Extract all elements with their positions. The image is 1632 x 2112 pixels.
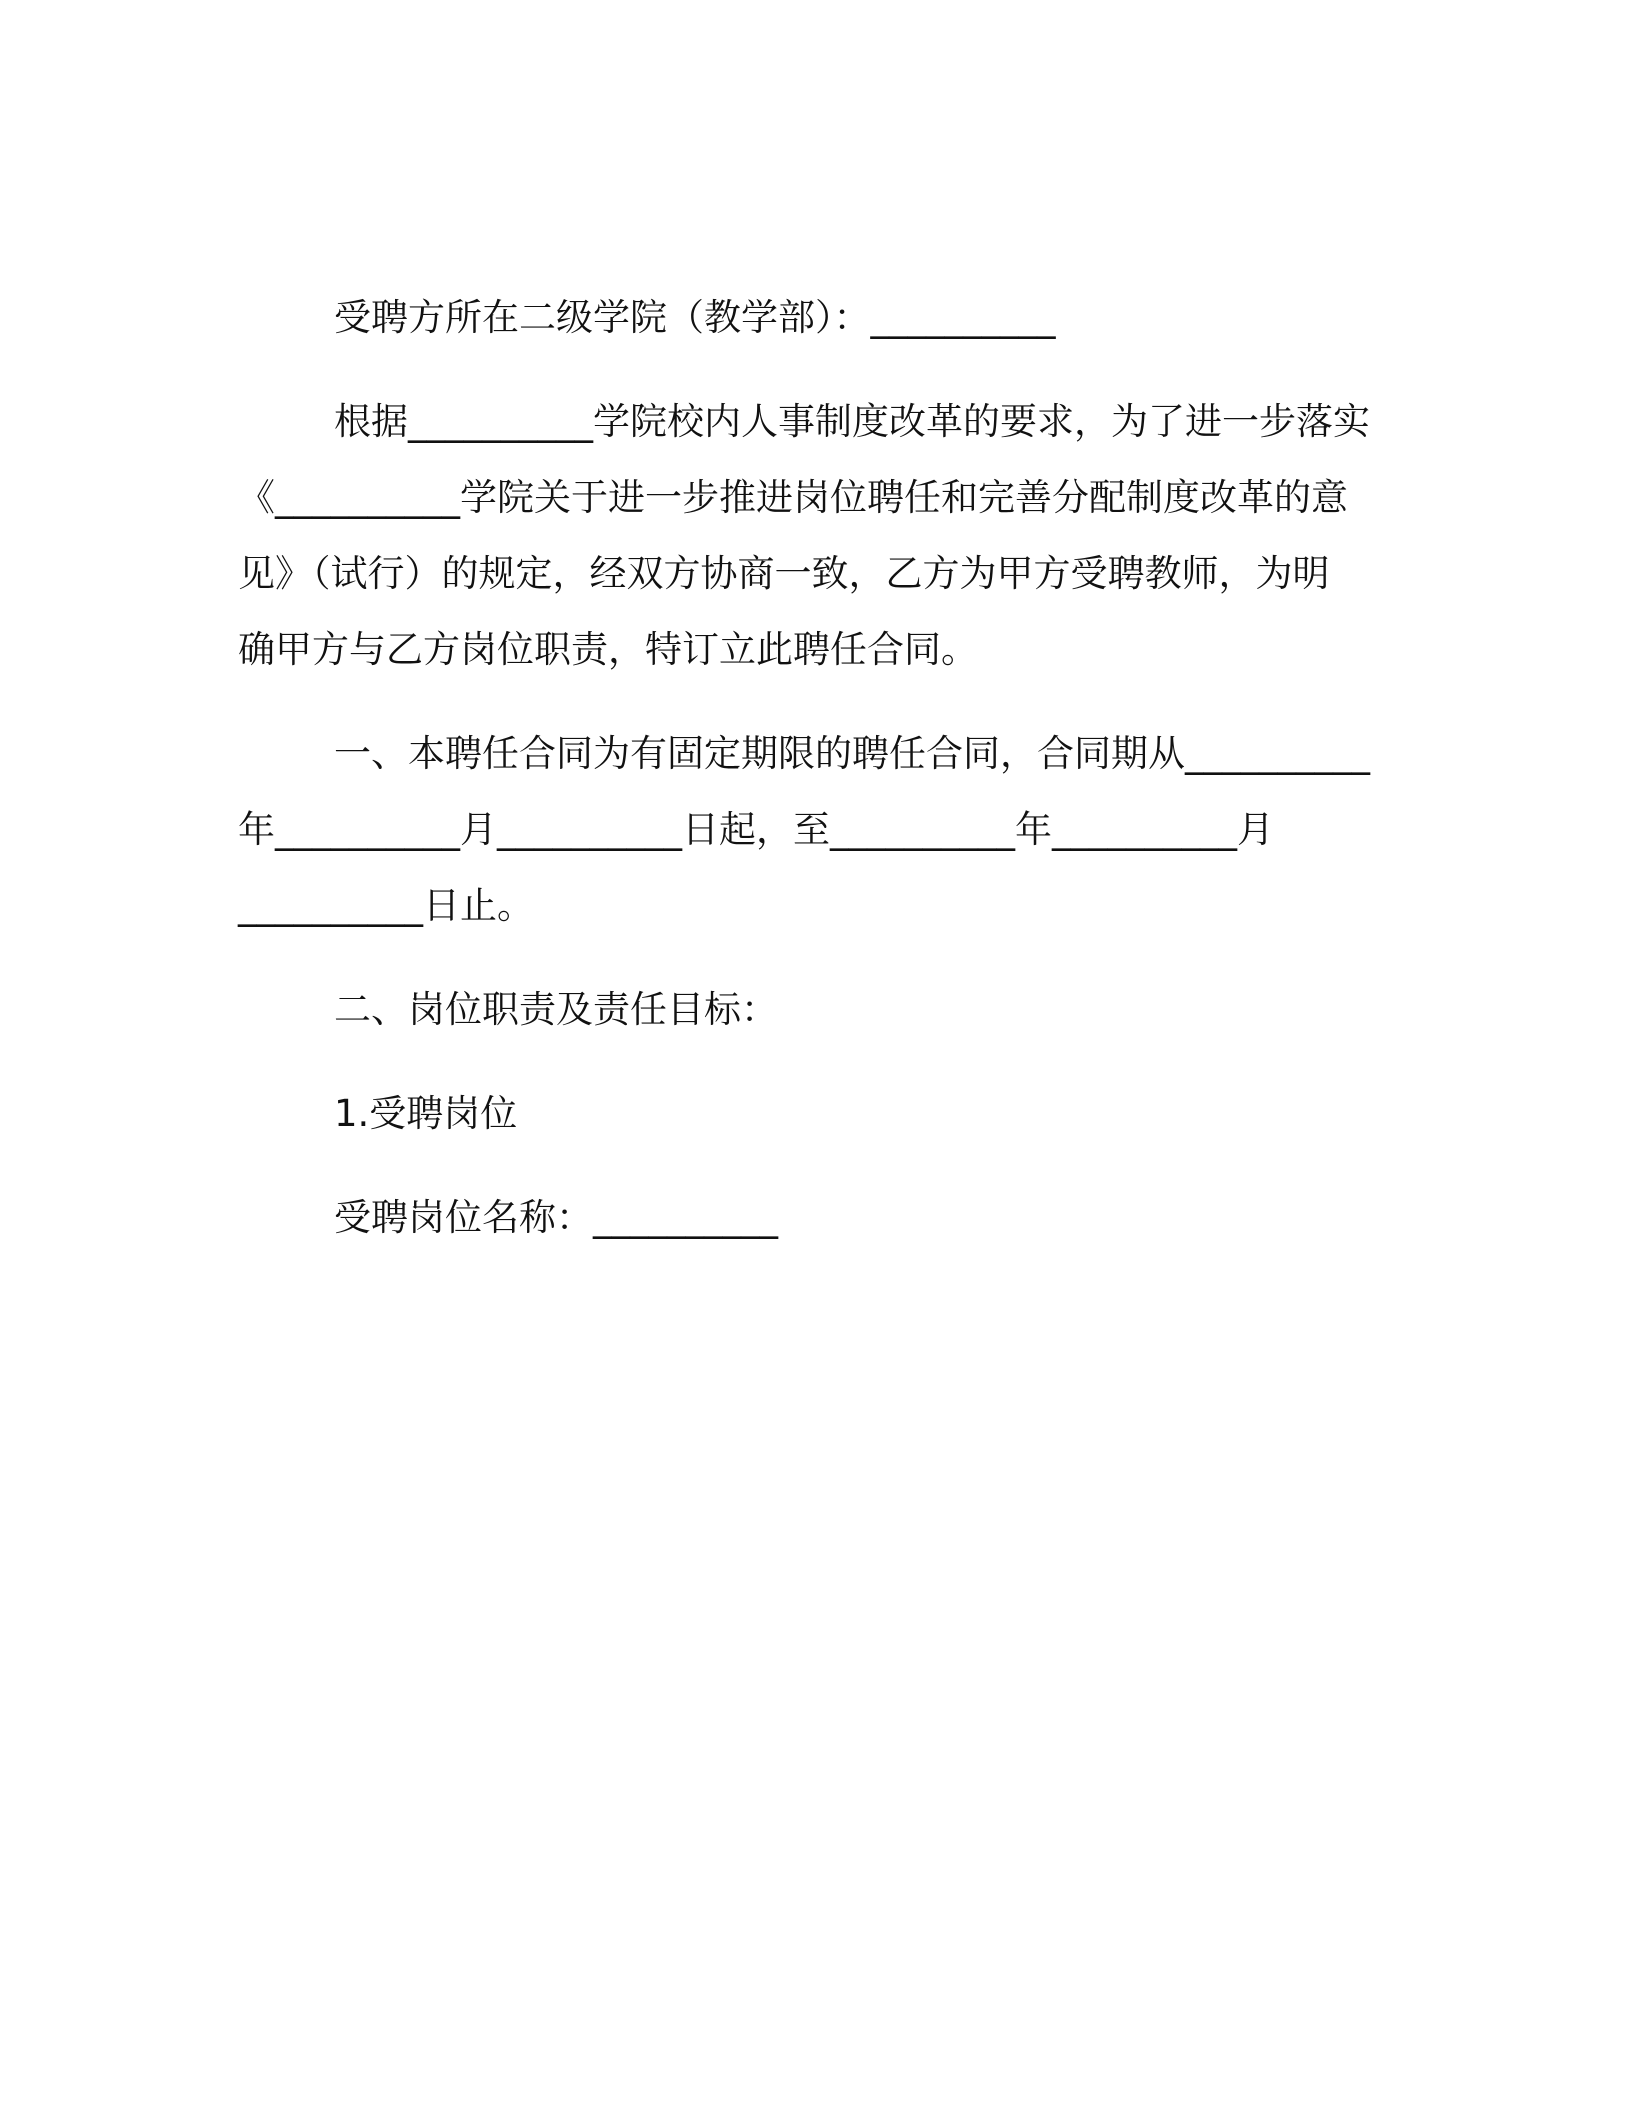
item-1-heading [238, 1076, 1378, 1152]
document-body [238, 280, 1378, 1256]
section-2-heading [238, 972, 1378, 1048]
paragraph-gap [238, 356, 1378, 384]
paragraph-gap [238, 1048, 1378, 1076]
item-1-heading-text: 1.受聘岗位 [334, 1092, 518, 1135]
college-field-paragraph [238, 280, 1378, 356]
intro-line-2: 《__________学院关于进一步推进岗位聘任和完善分配制度改革的意 [238, 476, 1348, 519]
paragraph-gap [238, 1152, 1378, 1180]
intro-paragraph [238, 384, 1378, 688]
term-line-2: 年__________月__________日起，至__________年__________月 [238, 808, 1274, 851]
intro-line-1: 根据__________学院校内人事制度改革的要求，为了进一步落实 [334, 400, 1370, 443]
section-2-heading-text: 二、岗位职责及责任目标： [334, 988, 778, 1031]
position-name-paragraph [238, 1180, 1378, 1256]
college-field-line: 受聘方所在二级学院（教学部）：__________ [334, 296, 1056, 339]
intro-line-3: 见》（试行）的规定，经双方协商一致，乙方为甲方受聘教师，为明 [238, 552, 1330, 595]
term-line-3: __________日止。 [238, 884, 534, 927]
contract-term-paragraph [238, 716, 1378, 944]
paragraph-gap [238, 944, 1378, 972]
term-line-1: 一、本聘任合同为有固定期限的聘任合同，合同期从__________ [334, 732, 1370, 775]
intro-line-4: 确甲方与乙方岗位职责，特订立此聘任合同。 [238, 628, 978, 671]
position-name-field: 受聘岗位名称：__________ [334, 1196, 778, 1239]
paragraph-gap [238, 688, 1378, 716]
